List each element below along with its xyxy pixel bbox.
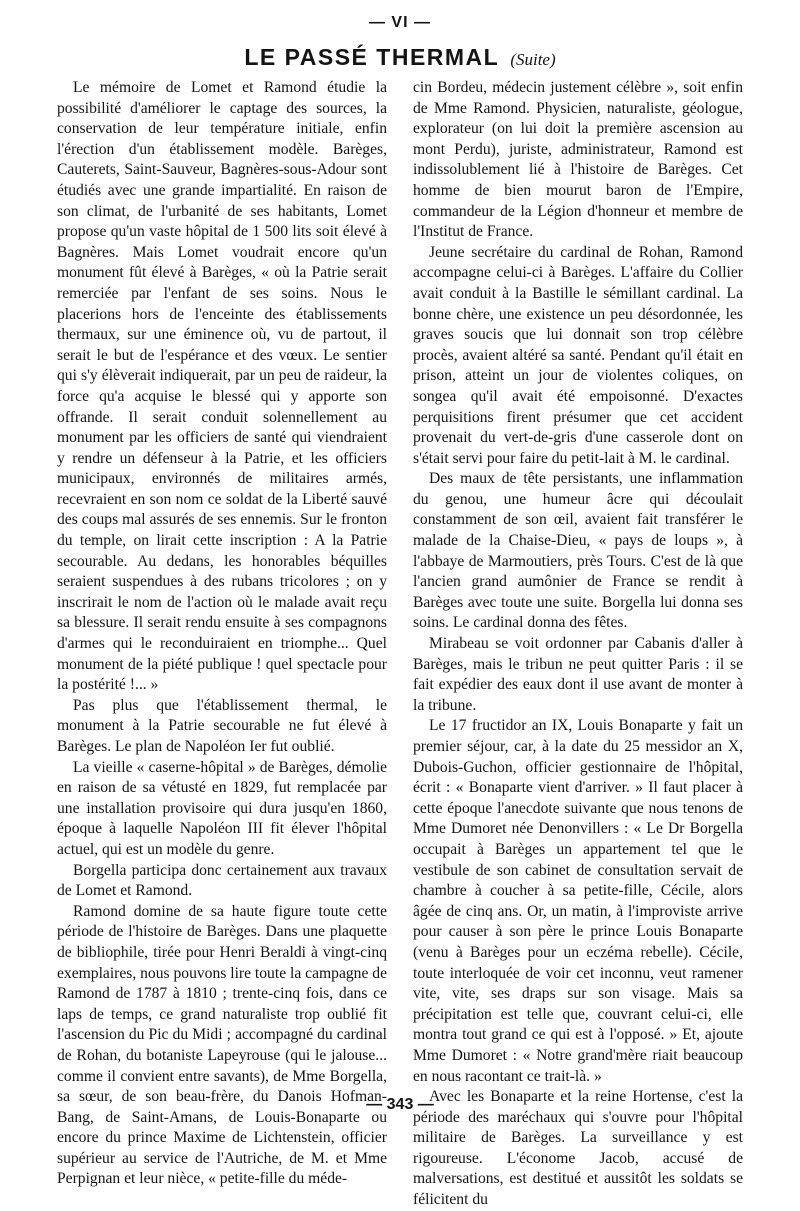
- paragraph: Avec les Bonaparte et la reine Hortense, c'est la période des maréchaux qui s'ouvre pour l'hôpital militaire de Barèges. La surveillance y est rigoureuse. L'économe Jacob, accusé de malversations, est destitué et aussitôt les soldats se félicitent du: [413, 1088, 743, 1209]
- paragraph: Mirabeau se voit ordonner par Cabanis d'aller à Barèges, mais le tribun ne peut quitter Paris : il se fait expédier des eaux dont il use avant de monter à la tribune.: [413, 635, 743, 714]
- paragraph: Le 17 fructidor an IX, Louis Bonaparte y fait un premier séjour, car, à la date du 25 messidor an X, Dubois-Guchon, officier gestionnaire de l'hôpital, écrit : « Bonaparte vient d'arriver. » Il faut placer à cette époque l'anecdote suivante que nous tenons de Mme Dumoret née Denonvillers : « Le Dr Borgella occupait à Barèges un appartement tel que le vestibule de son cabinet de consultation servait de chambre à coucher à sa petite-fille, Cécile, alors âgée de cinq ans. Or, un matin, à l'improviste arrive pour causer à son père le prince Louis Bonaparte (venu à Barèges pour un eczéma rebelle). Cécile, toute interloquée de voir cet inconnu, veut ramener vite, vite, ses draps sur son visage. Mais sa précipitation est telle que, couvrant celui-ci, elle montra tout grand ce qui est à l'opposé. » Et, ajoute Mme Dumoret : « Notre grand'mère riait beaucoup en nous racontant ce trait-là. »: [413, 717, 743, 1085]
- paragraph: Le mémoire de Lomet et Ramond étudie la possibilité d'améliorer le captage des sources, la conservation de leur température initiale, enfin l'érection d'un établissement modèle. Barèges, Cauterets, Saint-Sauveur, Bagnères-sous-Adour sont étudiés avec une grande impartialité. En raison de son climat, de l'urbanité de ses habitants, Lomet propose qu'un vaste hôpital de 1 500 lits soit élevé à Bagnères. Mais Lomet voudrait encore qu'un monument fût élevé à Barèges, « où la Patrie serait remerciée par l'enfant de ses soins. Nous le placerions hors de l'enceinte des établissements thermaux, sur une éminence où, vu de partout, il serait le but de l'espérance et des vœux. Le sentier qui s'y élèverait indiquerait, par un peu de raideur, la force qu'a acquise le blessé qui y apporte son offrande. Il serait conduit solennellement au monument par les officiers de santé qui viendraient y rendre un défenseur à la Patrie, et les officiers municipaux, environnés de militaires armés, recevraient en son nom ce soldat de la Liberté sauvé des coups mal assurés de ses ennemis. Sur le fronton du temple, on lirait cette inscription : A la Patrie secourable. Au dedans, les honorables béquilles seraient suspendues à des rubans tricolores ; on y inscrirait le nom de l'action où le malade avait reçu sa blessure. Il serait rendu ensuite à ses compagnons d'armes qui le reconduiraient en triomphe... Quel monument de la piété publique ! quel spectacle pour la postérité !... »: [57, 79, 387, 694]
- paragraph: Pas plus que l'établissement thermal, le monument à la Patrie secourable ne fut élevé à Barèges. Le plan de Napoléon Ier fut oublié.: [57, 696, 387, 755]
- paragraph: Jeune secrétaire du cardinal de Rohan, Ramond accompagne celui-ci à Barèges. L'affaire du Collier avait conduit à la Bastille le sémillant cardinal. La bonne chère, une existence un peu désordonnée, les graves soucis que lui donnait son trop célèbre procès, avaient altéré sa santé. Pendant qu'il était en prison, atteint un jour de violentes coliques, on songea qu'il avait été empoisonné. D'exactes perquisitions firent présumer que cet accident provenait du vert-de-gris d'une casserole dont on s'était servi pour faire du petit-lait à M. le cardinal.: [413, 243, 743, 467]
- paragraph: Des maux de tête persistants, une inflammation du genou, une humeur âcre qui découlait constamment de son œil, avaient fait transférer le malade de la Chaise-Dieu, « pays de loups », à l'abbaye de Marmoutiers, près Tours. C'est de là que l'ancien grand aumônier de France se rendit à Barèges avec toute une suite. Borgella lui donna ses soins. Le cardinal donna des fêtes.: [413, 470, 743, 632]
- paragraph: Borgella participa donc certainement aux travaux de Lomet et Ramond.: [57, 861, 387, 900]
- title-main: LE PASSÉ THERMAL: [244, 44, 500, 70]
- page-number: — 343 —: [366, 1096, 434, 1113]
- paragraph-continued: cin Bordeu, médecin justement célèbre », soit enfin de Mme Ramond. Physicien, naturaliste, géologue, explorateur (on lui doit la première ascension au mont Perdu), juriste, administrateur, Ramond est indissolublement lié à l'histoire de Barèges. Cet homme de bien mourut baron de l'Empire, commandeur de la Légion d'honneur et membre de l'Institut de France.: [413, 79, 743, 241]
- roman-folio: — VI —: [368, 14, 431, 31]
- article-title: [0, 44, 800, 71]
- paragraph: Ramond domine de sa haute figure toute cette période de l'histoire de Barèges. Dans une plaquette de bibliophile, tirée pour Henri Beraldi à vingt-cinq exemplaires, nous pouvons lire toute la campagne de Ramond de 1787 à 1810 ; trente-cinq fois, dans ce laps de temps, ce grand naturaliste trop oublié fit l'ascension du Pic du Midi ; accompagné du cardinal de Rohan, du botaniste Lapeyrouse (qui le jalouse... comme il convient entre savants), de Mme Borgella, sa sœur, de son beau-frère, du Danois Hofman-Bang, de Saint-Amans, de Louis-Bonaparte ou encore du prince Maxime de Lichtenstein, officier supérieur au service de l'Autriche, de M. et Mme Perpignan et leur nièce, « petite-fille du méde-: [57, 902, 387, 1188]
- paragraph: La vieille « caserne-hôpital » de Barèges, démolie en raison de sa vétusté en 1829, fut remplacée par une installation provisoire qui dura jusqu'en 1860, époque à laquelle Napoléon III fit élever l'hôpital actuel, qui est un modèle du genre.: [57, 758, 387, 858]
- right-column: [413, 78, 743, 1209]
- title-suite: (Suite): [510, 50, 556, 69]
- left-column: [57, 78, 387, 1188]
